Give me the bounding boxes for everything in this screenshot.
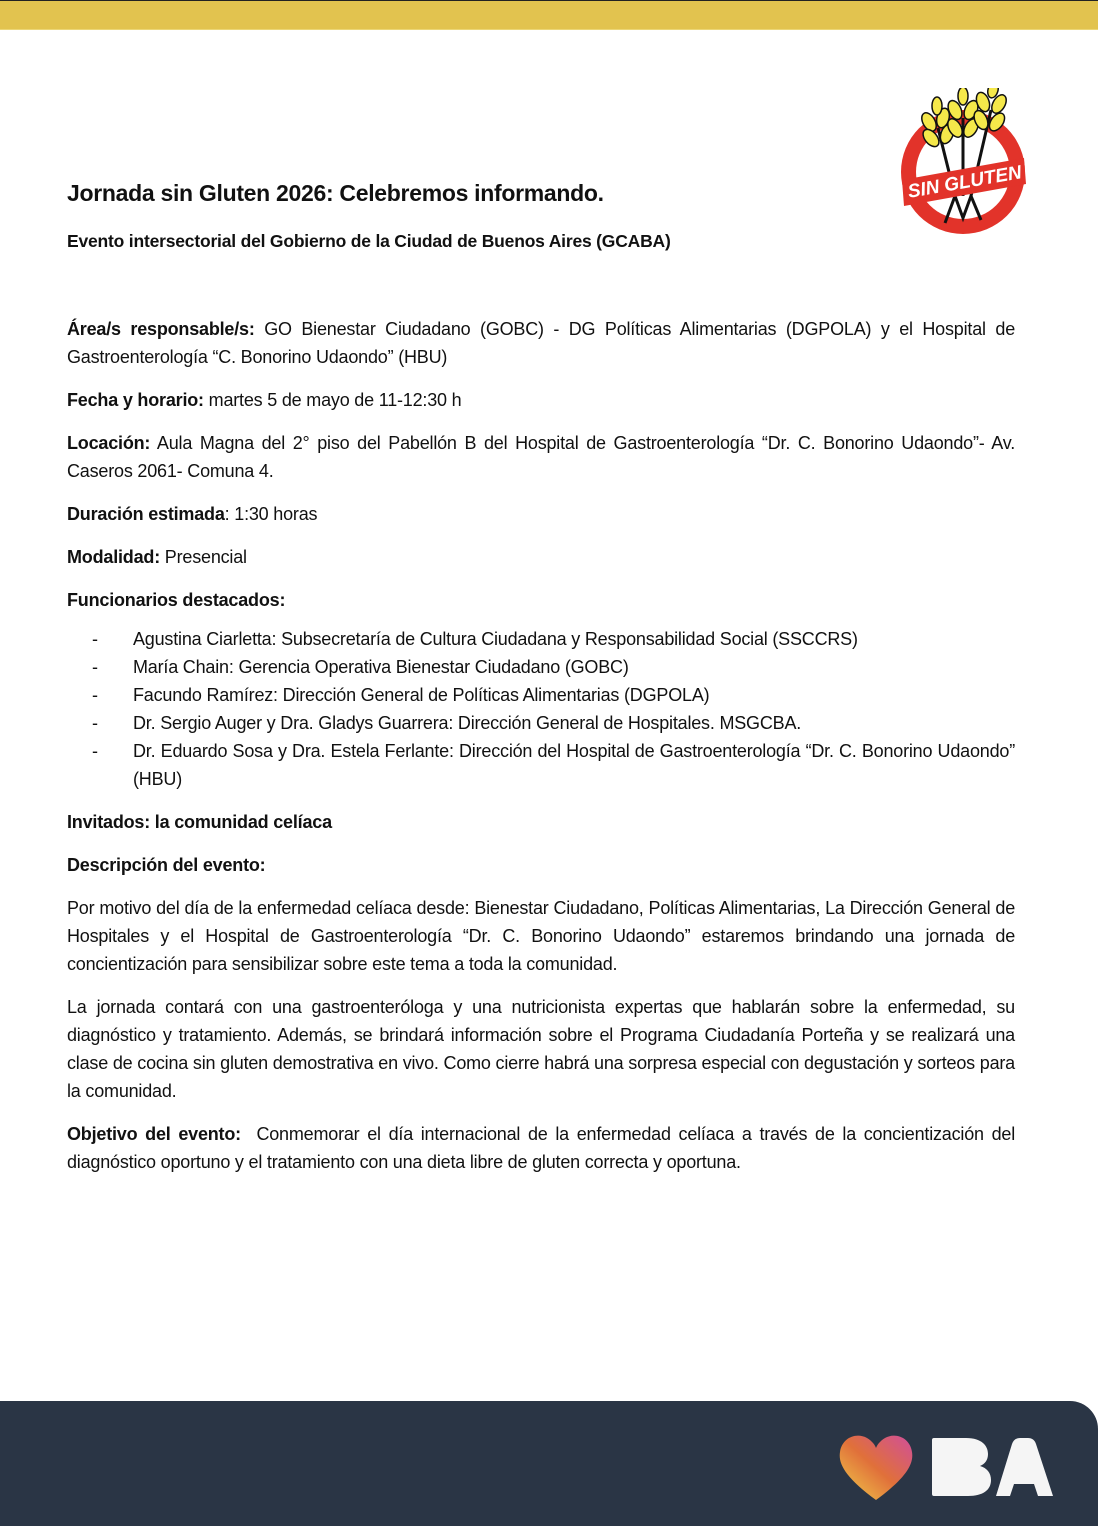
list-item: - Dr. Eduardo Sosa y Dra. Estela Ferlante: Dirección del Hospital de Gastroenterología “Dr. C. Bonorino Udaondo” (HBU)	[67, 737, 1015, 793]
list-item: - Agustina Ciarletta: Subsecretaría de Cultura Ciudadana y Responsabilidad Social (SSCCRS)	[67, 625, 1015, 653]
field-value: Aula Magna del 2° piso del Pabellón B del Hospital de Gastroenterología “Dr. C. Bonorino Udaondo”- Av. Caseros 2061- Comuna 4.	[67, 433, 1015, 481]
field-area	[67, 315, 1015, 371]
svg-text:BA: BA	[836, 1430, 838, 1431]
field-value: Conmemorar el día internacional de la enfermedad celíaca a través de la concientización del diagnóstico oportuno y el tratamiento con una dieta libre de gluten correcta y oportuna.	[67, 1124, 1020, 1172]
funcionarios-list	[67, 625, 1015, 793]
bullet: -	[92, 629, 98, 649]
field-objetivo	[67, 1120, 1020, 1176]
field-invitados	[67, 808, 1015, 836]
heart-icon	[840, 1436, 913, 1500]
field-descripcion	[67, 851, 1015, 879]
svg-text:SIN GLUTEN: SIN GLUTEN	[906, 162, 1024, 203]
field-locacion	[67, 429, 1015, 485]
field-fecha	[67, 386, 1015, 414]
field-modalidad	[67, 543, 1015, 571]
field-label: Modalidad:	[67, 547, 160, 567]
field-label: Objetivo del evento:	[67, 1124, 241, 1144]
field-label: Locación:	[67, 433, 151, 453]
document-body	[67, 315, 1020, 1176]
field-label: Duración estimada	[67, 504, 225, 524]
bullet: -	[92, 741, 98, 761]
descripcion-paragraph: La jornada contará con una gastroenteróloga y una nutricionista expertas que hablarán sobre la enfermedad, su diagnóstico y tratamiento. Además, se brindará información sobre el Programa Ciudadanía Porteña y se realizará una clase de cocina sin gluten demostrativa en vivo. Como cierre habrá una sorpresa especial con degustación y sorteos para la comunidad.	[67, 997, 1015, 1101]
field-value: GO Bienestar Ciudadano (GOBC) - DG Políticas Alimentarias (DGPOLA) y el Hospital de Gastroenterología “C. Bonorino Udaondo” (HBU)	[67, 319, 1015, 367]
bullet: -	[92, 685, 98, 705]
list-item: - Facundo Ramírez: Dirección General de Políticas Alimentarias (DGPOLA)	[67, 681, 1015, 709]
list-item: - Dr. Sergio Auger y Dra. Gladys Guarrera: Dirección General de Hospitales. MSGCBA.	[67, 709, 1015, 737]
sin-gluten-badge-icon	[893, 88, 1033, 238]
field-label: Área/s responsable/s:	[67, 319, 255, 339]
field-label: Funcionarios destacados:	[67, 590, 286, 610]
header-band	[0, 1, 1098, 30]
ba-logo	[836, 1430, 1056, 1504]
document-title: Jornada sin Gluten 2026: Celebremos informando.	[67, 180, 604, 206]
field-label: Fecha y horario:	[67, 390, 204, 410]
bullet: -	[92, 657, 98, 677]
field-duracion	[67, 500, 1015, 528]
field-value: Presencial	[160, 547, 247, 567]
list-item: - María Chain: Gerencia Operativa Bienestar Ciudadano (GOBC)	[67, 653, 1015, 681]
field-label: Descripción del evento:	[67, 855, 266, 875]
bullet: -	[92, 713, 98, 733]
document-subtitle: Evento intersectorial del Gobierno de la Ciudad de Buenos Aires (GCABA)	[67, 231, 671, 251]
field-funcionarios	[67, 586, 1015, 614]
descripcion-paragraph: Por motivo del día de la enfermedad celíaca desde: Bienestar Ciudadano, Políticas Alimentarias, La Dirección General de Hospitales y el Hospital de Gastroenterología “Dr. C. Bonorino Udaondo” estaremos brindando una jornada de concientización para sensibilizar sobre este tema a toda la comunidad.	[67, 898, 1015, 974]
field-label: Invitados: la comunidad celíaca	[67, 812, 332, 832]
field-value: martes 5 de mayo de 11-12:30 h	[203, 390, 462, 410]
field-value: : 1:30 horas	[224, 504, 318, 524]
